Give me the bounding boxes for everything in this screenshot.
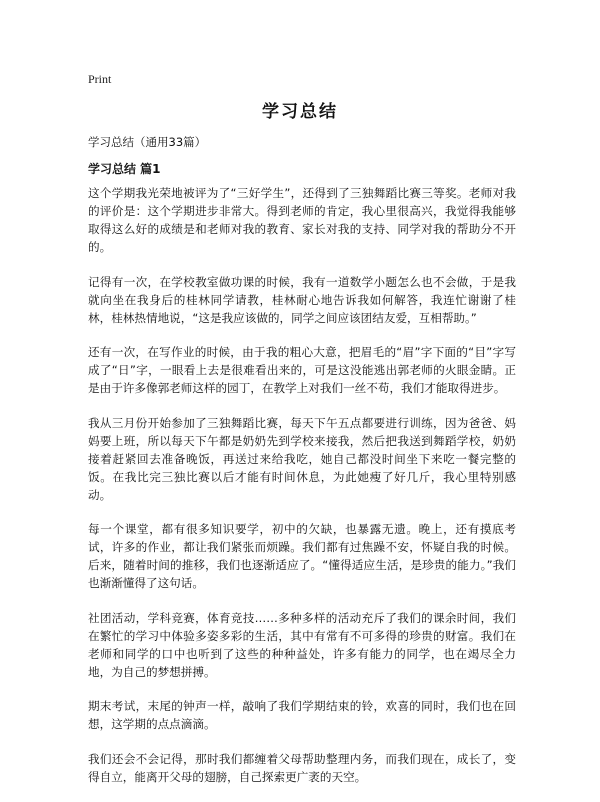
section-heading: 学习总结 篇1 — [88, 162, 161, 176]
paragraph: 我们还会不会记得，那时我们都缠着父母帮助整理内务，而我们现在，成长了，变得自立，能离开父母的翅膀，自己探索更广袤的天空。 — [88, 751, 516, 784]
document-subtitle: 学习总结（通用33篇） — [88, 135, 207, 149]
paragraph: 我从三月份开始参加了三独舞蹈比赛，每天下午五点都要进行训练，因为爸爸、妈妈要上班，所以每天下午都是奶奶先到学校来接我，然后把我送到舞蹈学校，奶奶接着赶紧回去准备晚饭，再送过来给我吃，她自己都没时间坐下来吃一餐完整的饭。在我比完三独比赛以后才能有时间休息，为此她瘦了好几斤，我心里特别感动。 — [88, 415, 516, 502]
paragraph: 期末考试，末尾的钟声一样，敲响了我们学期结束的铃，欢喜的同时，我们也在回想，这学期的点点滴滴。 — [88, 699, 516, 731]
page-title: 学习总结 — [262, 102, 338, 122]
paragraph: 记得有一次，在学校教室做功课的时候，我有一道数学小题怎么也不会做，于是我就向坐在我身后的桂林同学请教，桂林耐心地告诉我如何解答，我连忙谢谢了桂林，桂林热情地说，“这是我应该做的，同学之间应该团结友爱，互相帮助。” — [88, 274, 516, 325]
paragraph: 还有一次，在写作业的时候，由于我的粗心大意，把眉毛的“眉”字下面的“目”字写成了“日”字，一眼看上去是很难看出来的，可是这没能逃出郭老师的火眼金睛。正是由于许多像郭老师这样的园丁，在教学上对我们一丝不苟，我们才能取得进步。 — [88, 345, 516, 395]
paragraph: 每一个课堂，都有很多知识要学，初中的欠缺，也暴露无遗。晚上，还有摸底考试，许多的作业，都让我们紧张而烦躁。我们都有过焦躁不安，怀疑自我的时候。后来，随着时间的推移，我们也逐渐适应了。“懂得适应生活，是珍贵的能力。”我们也渐渐懂得了这句话。 — [88, 522, 516, 590]
paragraph: 这个学期我光荣地被评为了“三好学生”，还得到了三独舞蹈比赛三等奖。老师对我的评价是：这个学期进步非常大。得到老师的肯定，我心里很高兴，我觉得我能够取得这么好的成绩是和老师对我的教育、家长对我的支持、同学对我的帮助分不开的。 — [88, 186, 516, 254]
print-link[interactable]: Print — [88, 72, 112, 86]
article-body — [88, 184, 516, 802]
paragraph: 社团活动，学科竞赛，体育竞技……多种多样的活动充斥了我们的课余时间，我们在繁忙的学习中体验多姿多彩的生活，其中有常有不可多得的珍贵的财富。我们在老师和同学的口中也听到了这些的种种益处，许多有能力的同学，也在竭尽全力地，为自己的梦想拼搏。 — [88, 610, 516, 679]
